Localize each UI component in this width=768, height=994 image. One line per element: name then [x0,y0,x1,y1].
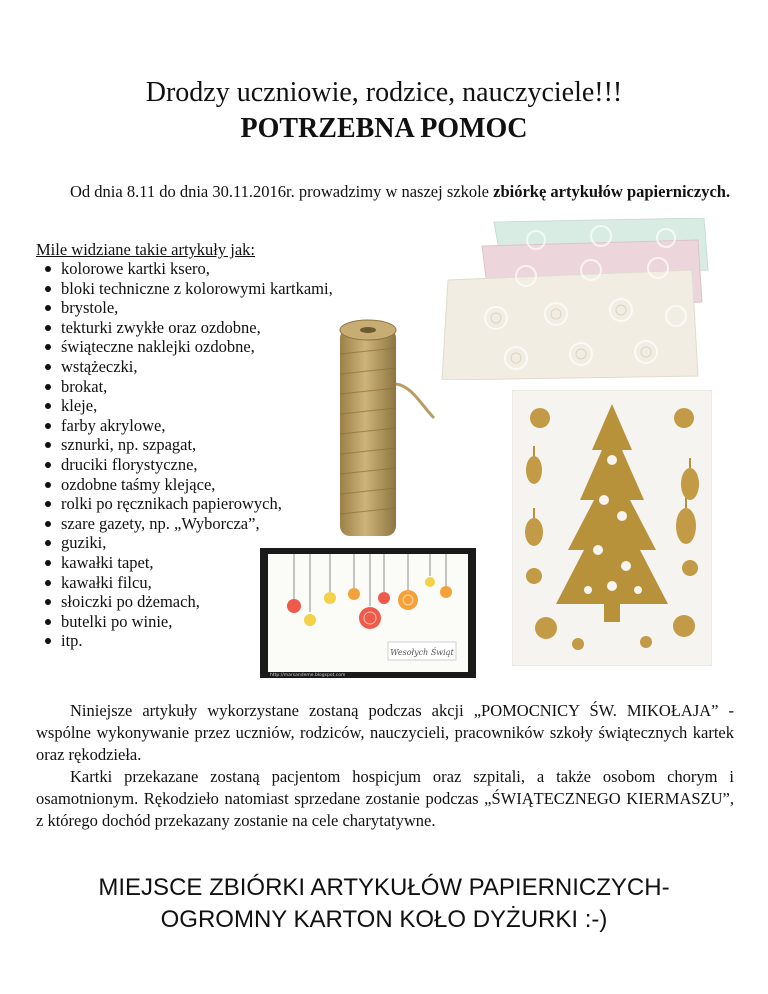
list-item: szare gazety, np. „Wyborcza”, [36,514,333,534]
list-item: itp. [36,631,333,651]
list-item: kawałki filcu, [36,573,333,593]
list-item: ozdobne taśmy klejące, [36,475,333,495]
list-item: kleje, [36,396,333,416]
gold-stickers-photo [512,390,712,666]
body-text [36,700,734,832]
list-item: brystole, [36,298,333,318]
list-item: świąteczne naklejki ozdobne, [36,337,333,357]
card-greeting: Wesołych Świąt [390,648,454,657]
list-item: tekturki zwykłe oraz ozdobne, [36,318,333,338]
twine-spool-photo [330,314,440,546]
list-item: druciki florystyczne, [36,455,333,475]
intro-bold: zbiórkę artykułów papierniczych. [493,182,731,201]
footer-line-2: OGROMNY KARTON KOŁO DYŻURKI :-) [160,906,608,933]
list-item: sznurki, np. szpagat, [36,435,333,455]
list-item: słoiczki po dżemach, [36,592,333,612]
list-item: kawałki tapet, [36,553,333,573]
intro-paragraph [36,181,734,203]
body-paragraph-2: Kartki przekazane zostaną pacjentom hospicjum oraz szpitali, a także osobom chorym i osamotnionym. Rękodzieło natomiast sprzedane zostanie podczas „ŚWIĄTECZNEGO KIERMASZU”, z którego dochód przekazany zostanie na cele charytatywne. [36,767,734,830]
list-item: butelki po winie, [36,612,333,632]
list-item: rolki po ręcznikach papierowych, [36,494,333,514]
footer-notice [0,872,768,936]
footer-line-1: MIEJSCE ZBIÓRKI ARTYKUŁÓW PAPIERNICZYCH- [98,874,670,901]
card-watermark: http://marsandeme.blogspot.com [270,673,346,678]
list-item: wstążeczki, [36,357,333,377]
header-line-2: POTRZEBNA POMOC [240,113,528,144]
body-paragraph-1: Niniejsze artykuły wykorzystane zostaną podczas akcji „POMOCNICY ŚW. MIKOŁAJA” - wspólne wykonywanie przez uczniów, rodziców, nauczycieli, pracowników szkoły świątecznych kartek oraz rękodzieła. [36,701,734,764]
header-line-1: Drodzy uczniowie, rodzice, nauczyciele!!! [145,77,623,108]
list-item: brokat, [36,377,333,397]
list-item: bloki techniczne z kolorowymi kartkami, [36,279,333,299]
list-item: guziki, [36,533,333,553]
list-item: farby akrylowe, [36,416,333,436]
list-heading: Mile widziane takie artykuły jak: [36,240,256,259]
christmas-card-photo [260,548,476,678]
list-item: kolorowe kartki ksero, [36,259,333,279]
intro-text: Od dnia 8.11 do dnia 30.11.2016r. prowadzimy w naszej szkole [70,182,494,201]
